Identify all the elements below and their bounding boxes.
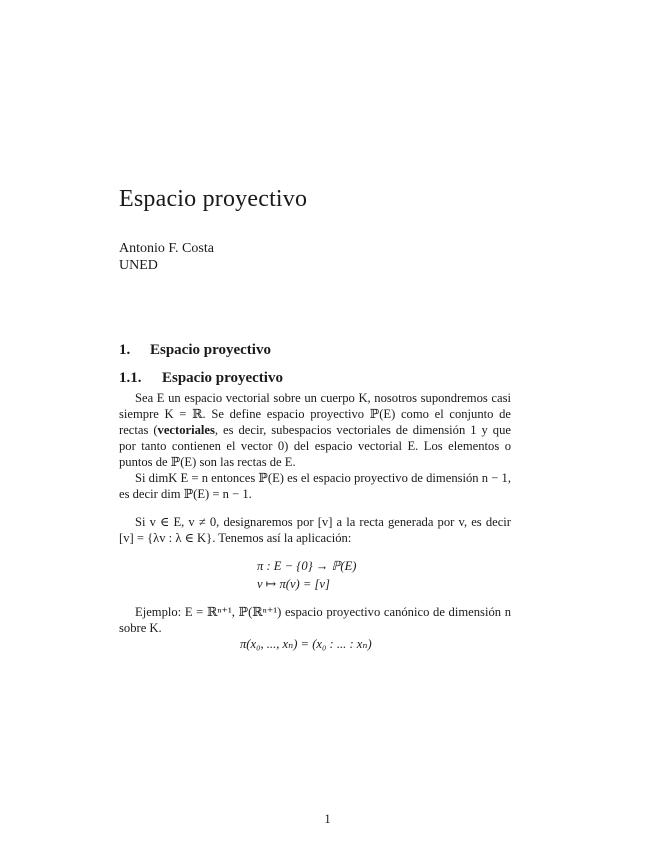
page-number: 1 — [324, 812, 331, 826]
subsection-heading — [119, 370, 283, 387]
author-block — [119, 240, 214, 274]
paragraph4-text: Ejemplo: E = ℝⁿ⁺¹, ℙ(ℝⁿ⁺¹) espacio proyectivo canónico de dimensión n sobre K. — [119, 605, 511, 635]
section-title: Espacio proyectivo — [150, 342, 271, 358]
author-name: Antonio F. Costa — [119, 241, 214, 256]
author-affiliation: UNED — [119, 258, 158, 273]
paragraph-definition — [119, 390, 511, 470]
equation-projection-rule: v ↦ π(v) = [v] — [257, 577, 330, 591]
paragraph-dimension — [119, 470, 511, 502]
section-number: 1. — [119, 342, 131, 358]
section-heading — [119, 342, 271, 359]
document-title: Espacio proyectivo — [119, 186, 308, 212]
paragraph-projection — [119, 514, 511, 546]
paragraph3-text: Si v ∈ E, v ≠ 0, designaremos por [v] a la recta generada por v, es decir [v] = {λv : λ ∈ K}. Tenemos así la aplicación: — [119, 515, 511, 545]
paragraph2-text: Si dimK E = n entonces ℙ(E) es el espacio proyectivo de dimensión n − 1, es decir dim ℙ(E) = n − 1. — [119, 471, 511, 501]
equation-projection-map: π : E − {0} → ℙ(E) — [257, 559, 357, 573]
paragraph1-bold-term: vectoriales — [157, 423, 215, 437]
subsection-title: Espacio proyectivo — [162, 370, 283, 386]
paragraph-example — [119, 604, 511, 636]
equation-canonical: π(x₀, ..., xₙ) = (x₀ : ... : xₙ) — [240, 637, 372, 651]
subsection-number: 1.1. — [119, 370, 142, 386]
paragraph1-part2: , es decir, subespacios vectoriales de dimensión 1 y que por tanto contienen el vector 0) del espacio vectorial E. Los elementos o puntos de ℙ(E) son las rectas de E. — [119, 423, 511, 469]
paragraph1-part1: Sea E un espacio vectorial sobre un cuerpo K, nosotros supondremos casi siempre K = ℝ. Se define espacio proyectivo ℙ(E) como el conjunto de rectas ( — [119, 391, 511, 437]
